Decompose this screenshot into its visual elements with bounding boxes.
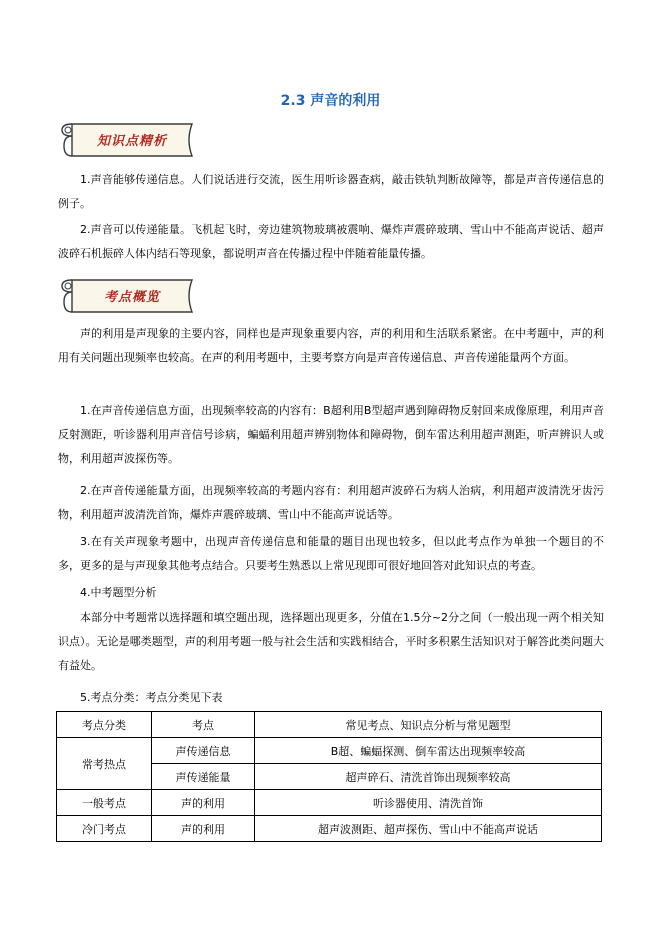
table-row — [57, 738, 602, 764]
overview-paragraph-6: 5.考点分类：考点分类见下表 — [80, 691, 223, 704]
overview-intro: 声的利用是声现象的主要内容，同样也是声现象重要内容，声的利用和生活联系紧密。在中考题中，声的利用有关问题出现频率也较高。在声的利用考题中，主要考察方向是声音传递信息、声音传递能量两个方面。 — [58, 327, 604, 364]
topic-table — [56, 711, 602, 842]
table-header-cell: 考点 — [152, 712, 255, 738]
table-header-row — [57, 712, 602, 738]
table-cell: B超、蝙蝠探测、倒车雷达出现频率较高 — [255, 738, 602, 764]
table-cell: 超声波测距、超声探伤、雪山中不能高声说话 — [255, 816, 602, 842]
table-row — [57, 816, 602, 842]
table-row — [57, 790, 602, 816]
knowledge-paragraph-2: 2.声音可以传递能量。飞机起飞时，旁边建筑物玻璃被震响、爆炸声震碎玻璃、雪山中不能高声说话、超声波碎石机振碎人体内结石等现象，都说明声音在传播过程中伴随着能量传播。 — [58, 223, 604, 260]
knowledge-banner — [58, 118, 198, 162]
knowledge-banner-label: 知识点精析 — [96, 134, 167, 149]
overview-paragraph-1: 1.在声音传递信息方面，出现频率较高的内容有：B超利用B型超声遇到障碍物反射回来成像原理，利用声音反射测距，听诊器利用声音信号诊病，蝙蝠利用超声辨别物体和障碍物，倒车雷达利用超声测距，听声辨识人或物，利用超声波探伤等。 — [58, 404, 604, 465]
table-cell: 声传递信息 — [152, 738, 255, 764]
table-cell: 声的利用 — [152, 816, 255, 842]
knowledge-paragraph-1: 1.声音能够传递信息。人们说话进行交流，医生用听诊器查病，敲击铁轨判断故障等，都是声音传递信息的例子。 — [58, 173, 604, 210]
overview-paragraph-5: 本部分中考题常以选择题和填空题出现，选择题出现更多，分值在1.5分~2分之间（一般出现一两个相关知识点）。无论是哪类题型，声的利用考题一般与社会生活和实践相结合，平时多积累生活知识对于解答此类问题大有益处。 — [58, 611, 604, 672]
table-cell: 听诊器使用、清洗首饰 — [255, 790, 602, 816]
table-cell: 冷门考点 — [57, 816, 152, 842]
overview-banner-label: 考点概览 — [103, 290, 160, 305]
table-cell: 声传递能量 — [152, 764, 255, 790]
table-cell: 超声碎石、清洗首饰出现频率较高 — [255, 764, 602, 790]
overview-paragraph-4: 4.中考题型分析 — [80, 586, 157, 599]
overview-banner — [58, 274, 198, 318]
table-cell: 一般考点 — [57, 790, 152, 816]
table-cell: 声的利用 — [152, 790, 255, 816]
table-header-cell: 常见考点、知识点分析与常见题型 — [255, 712, 602, 738]
overview-paragraph-3: 3.在有关声现象考题中，出现声音传递信息和能量的题目出现也较多，但以此考点作为单独一个题目的不多，更多的是与声现象其他考点结合。只要考生熟悉以上常见现即可很好地回答对此知识点的考查。 — [58, 535, 604, 572]
page-title: 2.3 声音的利用 — [280, 93, 381, 109]
overview-paragraph-2: 2.在声音传递能量方面，出现频率较高的考题内容有：利用超声波碎石为病人治病，利用超声波清洗牙齿污物，利用超声波清洗首饰，爆炸声震碎玻璃、雪山中不能高声说话等。 — [58, 484, 604, 521]
table-cell: 常考热点 — [57, 738, 152, 790]
table-header-cell: 考点分类 — [57, 712, 152, 738]
